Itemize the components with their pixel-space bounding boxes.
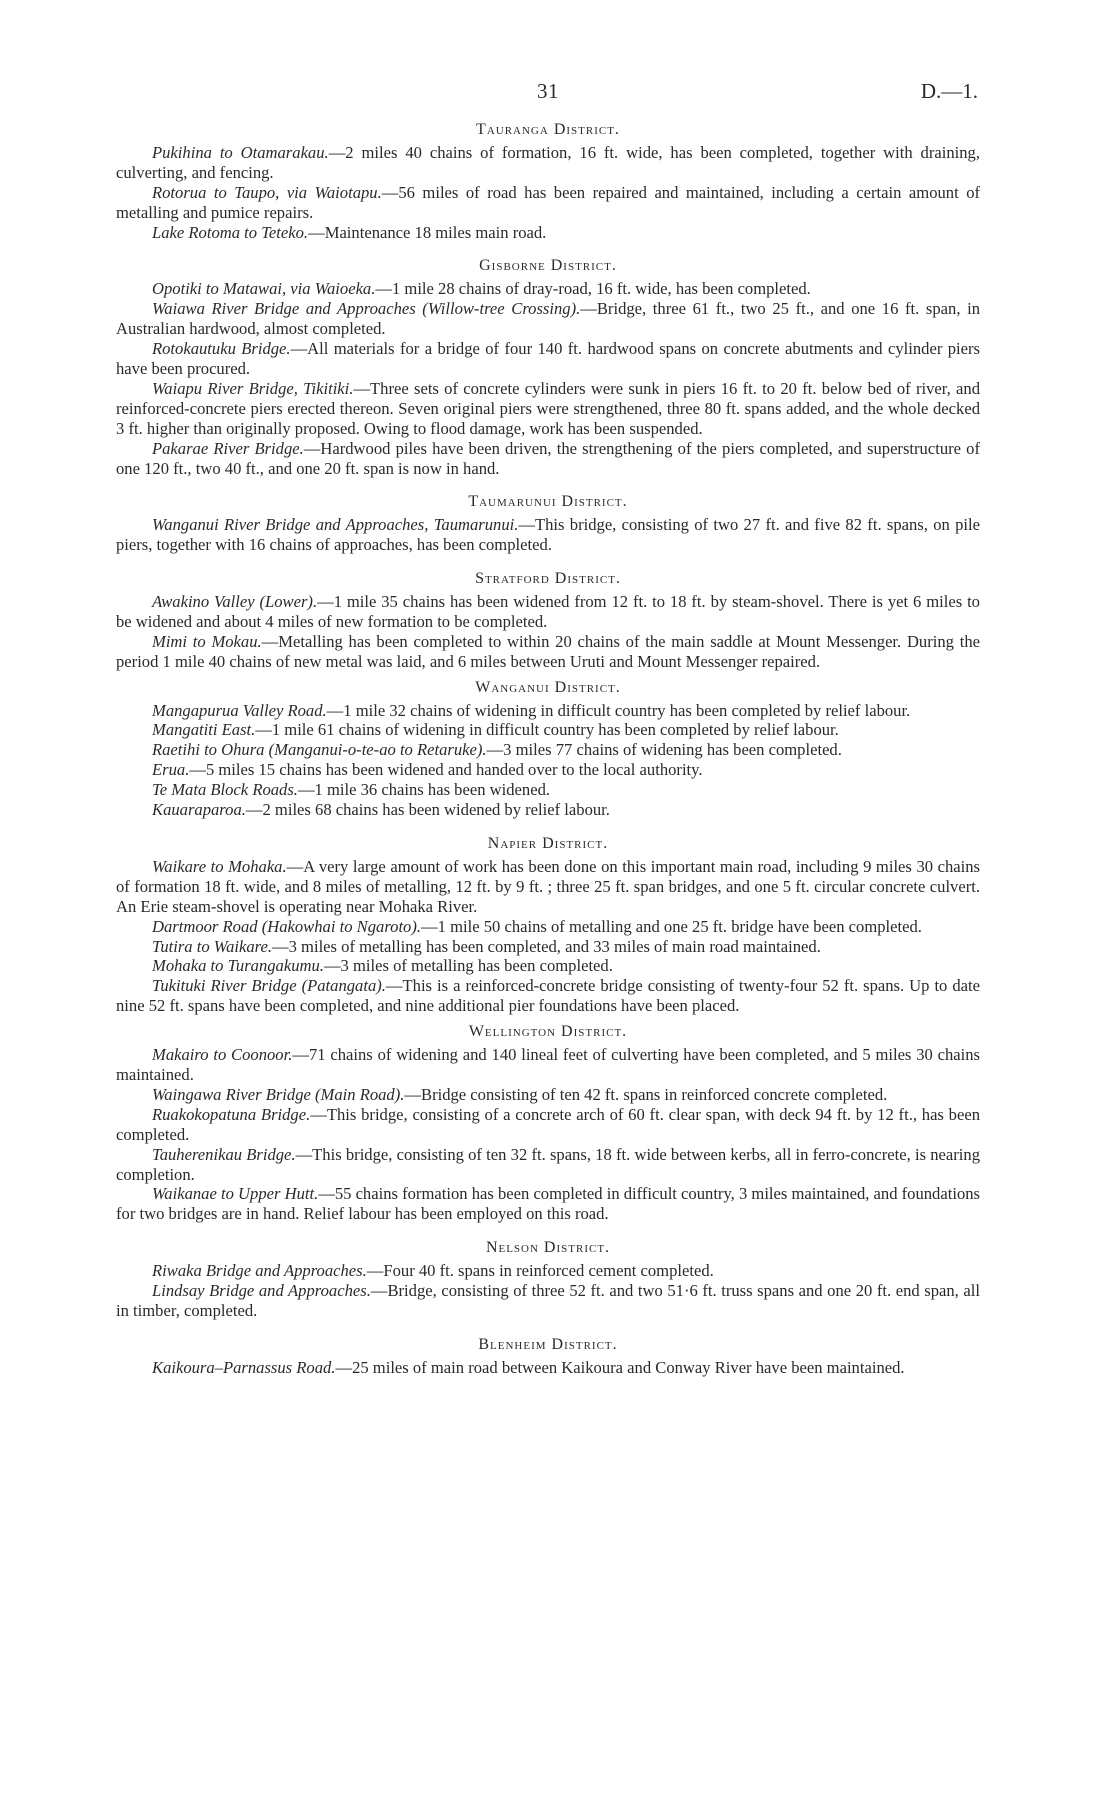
entry-title: Mangapurua Valley Road. xyxy=(152,700,327,720)
report-entry xyxy=(116,379,980,439)
report-entry xyxy=(116,1261,980,1281)
section-heading: Blenheim District. xyxy=(478,1335,618,1353)
document-code: D.—1. xyxy=(920,79,978,103)
section-heading: Wanganui District. xyxy=(475,678,621,696)
report-entry xyxy=(116,1358,980,1378)
entry-title: Kaikoura–Parnassus Road. xyxy=(152,1357,336,1377)
report-entry xyxy=(116,780,980,800)
report-entry xyxy=(116,937,980,957)
entry-text: —Four 40 ft. spans in reinforced cement completed. xyxy=(366,1261,714,1281)
entry-title: Wanganui River Bridge and Approaches, Taumarunui. xyxy=(152,515,519,535)
report-entry xyxy=(116,1045,980,1085)
report-entry xyxy=(116,299,980,339)
report-entry xyxy=(116,1085,980,1105)
entry-text: —2 miles 68 chains has been widened by relief labour. xyxy=(245,800,610,820)
entry-text: —1 mile 32 chains of widening in difficult country has been completed by relief labour. xyxy=(326,700,911,720)
entry-text: —55 chains formation has been completed in difficult country, 3 miles maintained, and foundations for two bridges are in hand. Relief labour has been employed on this road. xyxy=(116,1184,980,1224)
entry-title: Waiapu River Bridge, Tikitiki. xyxy=(152,378,354,398)
entry-text: —2 miles 40 chains of formation, 16 ft. wide, has been completed, together with draining, culverting, and fencing. xyxy=(116,142,980,182)
entry-text: —3 miles 77 chains of widening has been completed. xyxy=(486,740,842,760)
report-entry xyxy=(116,701,980,721)
entry-title: Opotiki to Matawai, via Waioeka. xyxy=(152,279,376,299)
entry-title: Pakarae River Bridge. xyxy=(152,438,304,458)
report-entry xyxy=(116,339,980,379)
report-entry xyxy=(116,143,980,183)
entry-text: —Maintenance 18 miles main road. xyxy=(308,222,547,242)
entry-title: Waikare to Mohaka. xyxy=(152,856,287,876)
entry-text: —1 mile 28 chains of dray-road, 16 ft. wide, has been completed. xyxy=(375,279,811,299)
report-entry xyxy=(116,1145,980,1185)
report-entry xyxy=(116,279,980,299)
section-heading: Taumarunui District. xyxy=(468,493,628,511)
entry-title: Rotorua to Taupo, via Waiotapu. xyxy=(152,182,382,202)
entry-text: —1 mile 36 chains has been widened. xyxy=(297,780,551,800)
report-entry xyxy=(116,800,980,820)
entry-title: Mimi to Mokau. xyxy=(152,631,262,651)
report-entry xyxy=(116,592,980,632)
report-entry xyxy=(116,223,980,243)
entry-title: Dartmoor Road (Hakowhai to Ngaroto). xyxy=(152,916,422,936)
entry-title: Te Mata Block Roads. xyxy=(152,780,298,800)
entry-title: Awakino Valley (Lower). xyxy=(152,592,318,612)
report-entry xyxy=(116,439,980,479)
entry-text: —This is a reinforced-concrete bridge consisting of twenty-four 52 ft. spans. Up to date nine 52 ft. spans have been completed, and nine additional pier foundations have been placed. xyxy=(116,976,980,1016)
section-heading: Stratford District. xyxy=(475,570,621,588)
entry-title: Pukihina to Otamarakau. xyxy=(152,142,329,162)
entry-text: —This bridge, consisting of ten 32 ft. spans, 18 ft. wide between kerbs, all in ferro-concrete, is nearing completion. xyxy=(116,1144,980,1184)
entry-text: —3 miles of metalling has been completed, and 33 miles of main road maintained. xyxy=(272,936,821,956)
entry-text: —Bridge, three 61 ft., two 25 ft., and one 16 ft. span, in Australian hardwood, almost completed. xyxy=(116,299,980,339)
entry-title: Makairo to Coonoor. xyxy=(152,1045,293,1065)
report-entry xyxy=(116,740,980,760)
entry-title: Lindsay Bridge and Approaches. xyxy=(152,1281,371,1301)
entry-title: Mangatiti East. xyxy=(152,720,256,740)
entry-text: —A very large amount of work has been done on this important main road, including 9 miles 30 chains of formation 18 ft. wide, and 8 miles of metalling, 12 ft. by 9 ft. ; three 25 ft. span bridges, and one 5 ft. circular concrete culvert. An Erie steam-shovel is operating near Mohaka River. xyxy=(116,856,980,916)
entry-text: —3 miles of metalling has been completed. xyxy=(323,956,613,976)
district-sections xyxy=(116,120,980,1378)
section-heading: Gisborne District. xyxy=(479,257,617,275)
entry-title: Waingawa River Bridge (Main Road). xyxy=(152,1084,405,1104)
entry-text: —Metalling has been completed to within 20 chains of the main saddle at Mount Messenger. During the period 1 mile 40 chains of new metal was laid, and 6 miles between Uruti and Mount Messenger repaired. xyxy=(116,631,980,671)
section-heading: Wellington District. xyxy=(468,1023,628,1041)
entry-title: Tauherenikau Bridge. xyxy=(152,1144,296,1164)
report-entry xyxy=(116,857,980,917)
entry-title: Lake Rotoma to Teteko. xyxy=(152,222,309,242)
entry-text: —Hardwood piles have been driven, the strengthening of the piers completed, and superstructure of one 120 ft., two 40 ft., and one 20 ft. span is now in hand. xyxy=(116,438,980,478)
entry-title: Tukituki River Bridge (Patangata). xyxy=(152,976,386,996)
entry-title: Rotokautuku Bridge. xyxy=(152,339,291,359)
page-number: 31 xyxy=(537,79,559,103)
entry-text: —71 chains of widening and 140 lineal feet of culverting have been completed, and 5 miles 30 chains maintained. xyxy=(116,1045,980,1084)
entry-text: —This bridge, consisting of a concrete arch of 60 ft. clear span, with deck 94 ft. by 12 ft., has been completed. xyxy=(116,1104,980,1144)
entry-title: Erua. xyxy=(152,760,190,780)
report-entry xyxy=(116,720,980,740)
report-entry xyxy=(116,917,980,937)
entry-title: Waiawa River Bridge and Approaches (Willow-tree Crossing). xyxy=(152,299,581,319)
entry-title: Waikanae to Upper Hutt. xyxy=(152,1184,319,1204)
entry-text: —1 mile 61 chains of widening in difficult country has been completed by relief labour. xyxy=(255,720,839,740)
entry-text: —This bridge, consisting of two 27 ft. and five 82 ft. spans, on pile piers, together with 16 chains of approaches, has been completed. xyxy=(116,515,980,555)
report-entry xyxy=(116,976,980,1016)
report-entry xyxy=(116,1105,980,1145)
page-header xyxy=(116,78,980,114)
section-heading: Tauranga District. xyxy=(476,121,620,138)
section-heading: Napier District. xyxy=(487,835,609,852)
entry-text: —Bridge, consisting of three 52 ft. and two 51·6 ft. truss spans and one 20 ft. end span, all in timber, completed. xyxy=(116,1281,980,1320)
entry-text: —5 miles 15 chains has been widened and handed over to the local authority. xyxy=(189,760,703,780)
entry-text: —All materials for a bridge of four 140 ft. hardwood spans on concrete abutments and cylinder piers have been procured. xyxy=(116,339,981,378)
entry-text: —Bridge consisting of ten 42 ft. spans in reinforced concrete completed. xyxy=(404,1084,888,1104)
report-entry xyxy=(116,1184,980,1224)
entry-title: Raetihi to Ohura (Manganui-o-te-ao to Retaruke). xyxy=(152,740,487,760)
entry-title: Ruakokopatuna Bridge. xyxy=(152,1104,311,1124)
entry-title: Kauaraparoa. xyxy=(152,800,246,820)
entry-title: Mohaka to Turangakumu. xyxy=(152,956,324,976)
entry-text: —Three sets of concrete cylinders were sunk in piers 16 ft. to 20 ft. below bed of river, and reinforced-concrete piers erected thereon. Seven original piers were strengthened, three 80 ft. spans added, and the whole decked 3 ft. higher than originally proposed. Owing to flood damage, work has been suspended. xyxy=(116,378,981,438)
report-entry xyxy=(116,632,980,672)
report-entry xyxy=(116,183,980,223)
report-entry xyxy=(116,515,980,555)
report-entry xyxy=(116,760,980,780)
entry-title: Riwaka Bridge and Approaches. xyxy=(152,1261,367,1281)
report-entry xyxy=(116,1281,980,1321)
entry-text: —25 miles of main road between Kaikoura and Conway River have been maintained. xyxy=(335,1357,905,1377)
section-heading: Nelson District. xyxy=(485,1239,611,1257)
document-page xyxy=(116,78,980,1378)
entry-text: —1 mile 50 chains of metalling and one 25 ft. bridge have been completed. xyxy=(421,916,922,936)
entry-title: Tutira to Waikare. xyxy=(152,936,273,956)
entry-text: —56 miles of road has been repaired and maintained, including a certain amount of metalling and pumice repairs. xyxy=(116,182,981,222)
entry-text: —1 mile 35 chains has been widened from 12 ft. to 18 ft. by steam-shovel. There is yet 6 miles to be widened and about 4 miles of new formation to be completed. xyxy=(116,592,980,631)
report-entry xyxy=(116,956,980,976)
